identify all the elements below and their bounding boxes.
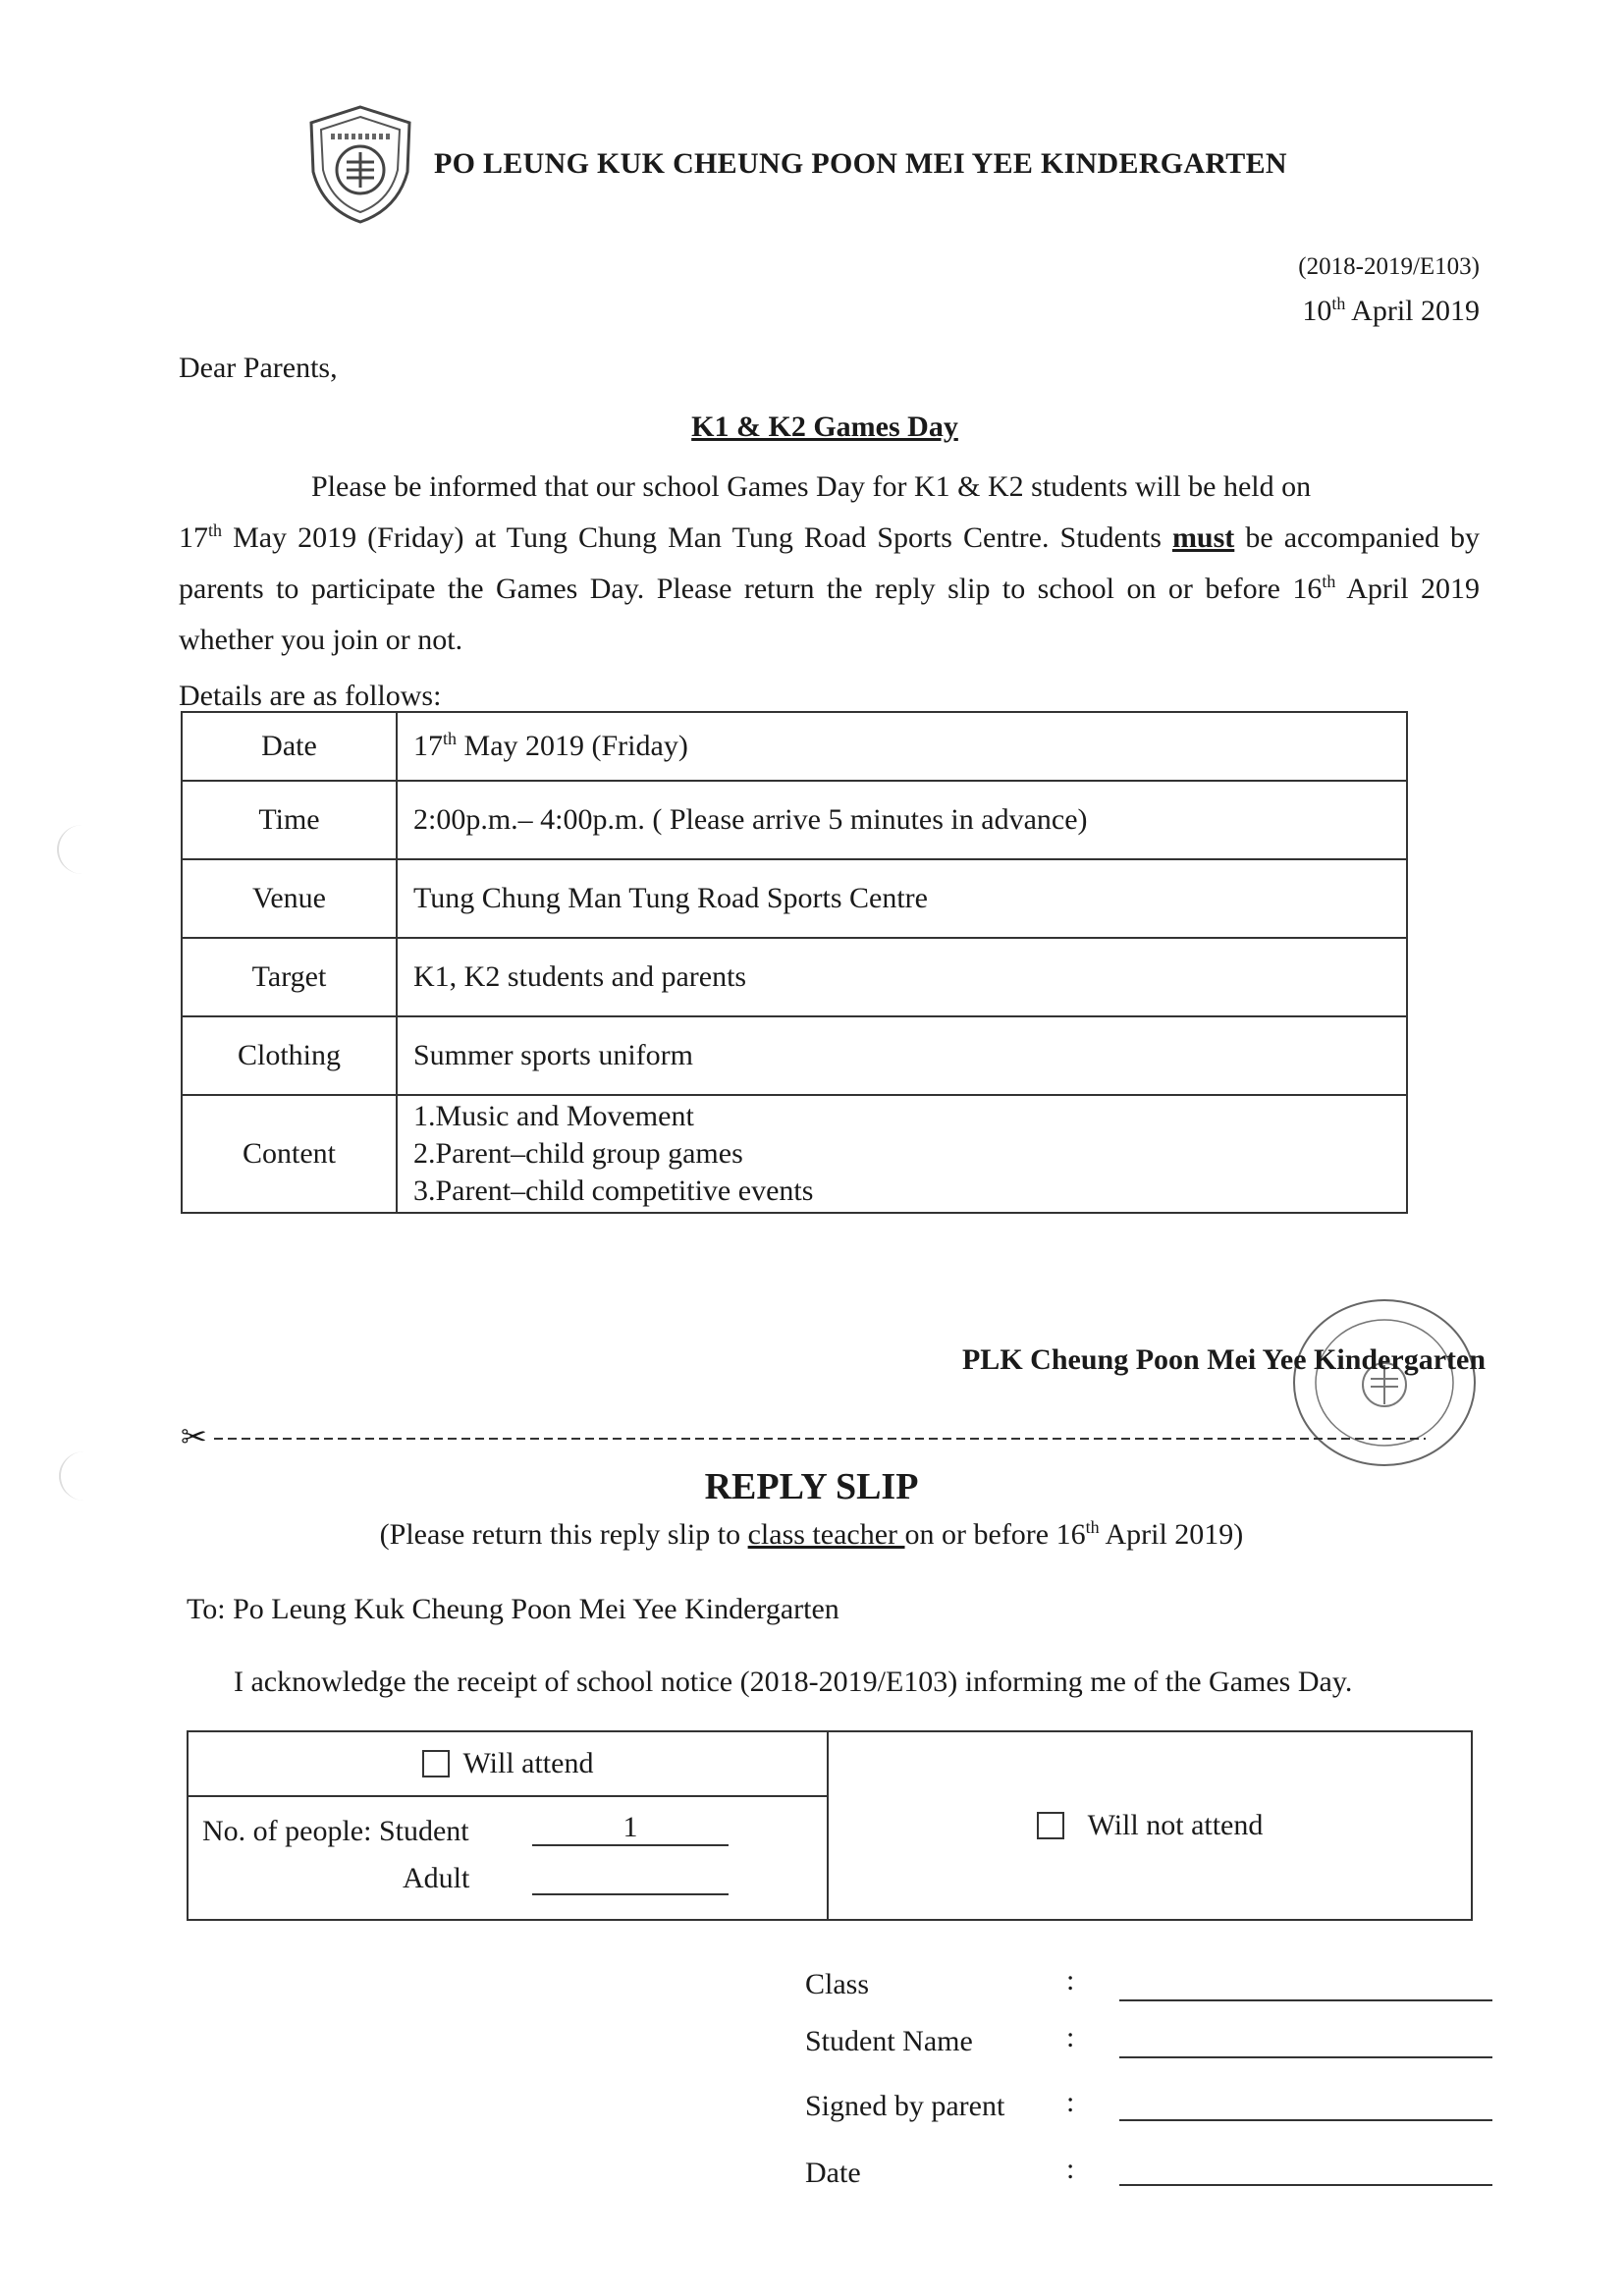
detail-key: Target <box>182 938 397 1016</box>
detail-value: 17th May 2019 (Friday) <box>397 712 1407 781</box>
content-item: 2.Parent–child group games <box>413 1137 743 1170</box>
colon: : <box>1066 2021 1075 2053</box>
acknowledgement: I acknowledge the receipt of school notice (2018-2019/E103) informing me of the Games Day. <box>234 1666 1353 1698</box>
will-not-attend-checkbox[interactable] <box>1037 1812 1064 1839</box>
will-attend-checkbox[interactable] <box>422 1750 450 1777</box>
school-name: PO LEUNG KUK CHEUNG POON MEI YEE KINDERGARTEN <box>434 147 1287 180</box>
hole-punch-mark <box>59 1451 110 1501</box>
notice-body <box>179 462 1480 666</box>
reply-instructions: (Please return this reply slip to class teacher on or before 16th April 2019) <box>379 1517 1244 1551</box>
must-emphasis: must <box>1171 521 1235 554</box>
detail-value: 2:00p.m.– 4:00p.m. ( Please arrive 5 minutes in advance) <box>397 781 1407 859</box>
hole-punch-mark <box>57 825 108 874</box>
class-field[interactable] <box>1119 1999 1492 2001</box>
attend-section <box>189 1732 829 1919</box>
detail-key: Date <box>182 712 397 781</box>
student-name-label: Student Name <box>805 2025 973 2057</box>
detail-key: Time <box>182 781 397 859</box>
date-field[interactable] <box>1119 2184 1492 2186</box>
signature-field[interactable] <box>1119 2119 1492 2121</box>
attendance-box <box>187 1730 1473 1921</box>
adult-count-field[interactable] <box>532 1858 729 1895</box>
body-line-2: 17th May 2019 (Friday) at Tung Chung Man Tung Road Sports Centre. Students must be accompanied by parents to participate the Games Day. Please return the reply slip to school on or before 16th April 2019 whether you join or not. <box>179 520 1481 656</box>
reply-slip-title: REPLY SLIP <box>704 1466 919 1507</box>
details-table <box>181 711 1408 1214</box>
will-attend-label: Will attend <box>462 1747 594 1779</box>
date-label: Date <box>805 2157 861 2189</box>
details-label: Details are as follows: <box>179 680 442 712</box>
detail-key: Venue <box>182 859 397 938</box>
table-row <box>182 1095 1407 1213</box>
content-item: 1.Music and Movement <box>413 1100 694 1132</box>
adult-label: Adult <box>403 1862 470 1894</box>
detail-key: Clothing <box>182 1016 397 1095</box>
greeting: Dear Parents, <box>179 352 338 384</box>
detail-value: Tung Chung Man Tung Road Sports Centre <box>397 859 1407 938</box>
body-line-1: Please be informed that our school Games Day for K1 & K2 students will be held on <box>311 470 1312 503</box>
cut-line <box>183 1424 1430 1453</box>
student-count-field[interactable]: 1 <box>532 1811 729 1846</box>
detail-value <box>397 1095 1407 1213</box>
scissors-icon: ✂ <box>181 1419 207 1454</box>
table-row <box>182 712 1407 781</box>
will-not-attend-option[interactable] <box>829 1732 1471 1919</box>
table-row <box>182 1016 1407 1095</box>
detail-value: Summer sports uniform <box>397 1016 1407 1095</box>
table-row <box>182 781 1407 859</box>
signed-by-parent-label: Signed by parent <box>805 2090 1005 2122</box>
student-name-field[interactable] <box>1119 2056 1492 2058</box>
notice-reference: (2018-2019/E103) <box>1298 253 1480 280</box>
colon: : <box>1066 2086 1075 2118</box>
people-label: No. of people: Student <box>202 1815 469 1847</box>
notice-date: 10th April 2019 <box>1302 294 1480 327</box>
reply-recipient: To: Po Leung Kuk Cheung Poon Mei Yee Kindergarten <box>187 1593 839 1625</box>
detail-value: K1, K2 students and parents <box>397 938 1407 1016</box>
table-row <box>182 938 1407 1016</box>
will-attend-option[interactable] <box>189 1732 827 1797</box>
content-item: 3.Parent–child competitive events <box>413 1175 814 1207</box>
colon: : <box>1066 2153 1075 2185</box>
school-signature: PLK Cheung Poon Mei Yee Kindergarten <box>961 1343 1486 1376</box>
school-crest-icon <box>299 103 422 226</box>
colon: : <box>1066 1964 1075 1996</box>
notice-title: K1 & K2 Games Day <box>691 410 958 443</box>
table-row <box>182 859 1407 938</box>
will-not-attend-label: Will not attend <box>1087 1809 1264 1841</box>
detail-key: Content <box>182 1095 397 1213</box>
class-label: Class <box>805 1968 870 2000</box>
